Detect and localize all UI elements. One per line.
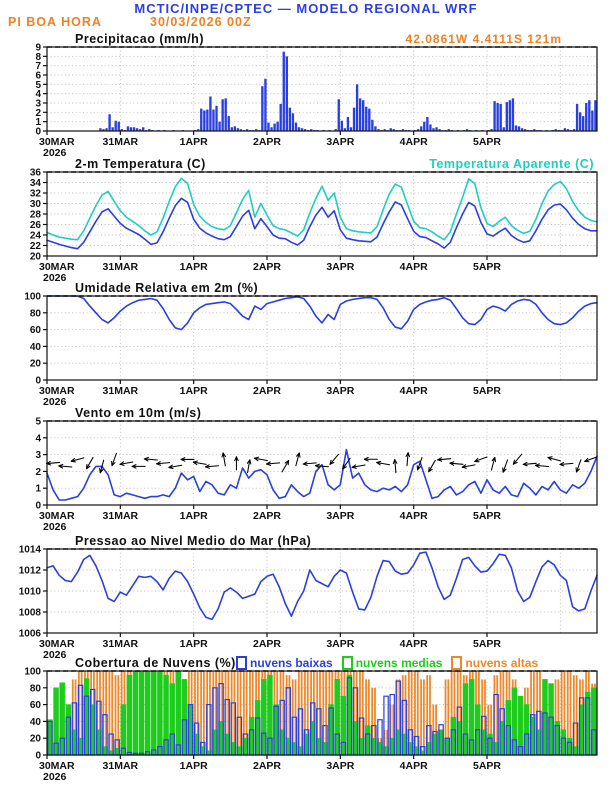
svg-text:2APR: 2APR xyxy=(252,760,282,772)
svg-text:4APR: 4APR xyxy=(399,638,428,650)
svg-text:30MAR: 30MAR xyxy=(39,385,75,397)
svg-text:4APR: 4APR xyxy=(399,760,428,772)
svg-text:30MAR: 30MAR xyxy=(39,760,75,772)
svg-text:4APR: 4APR xyxy=(399,136,428,148)
svg-text:5APR: 5APR xyxy=(472,510,502,522)
svg-text:1APR: 1APR xyxy=(179,760,208,772)
run-datetime: 30/03/2026 00Z xyxy=(150,15,252,29)
svg-text:0: 0 xyxy=(35,126,41,138)
svg-text:30: 30 xyxy=(29,199,41,210)
svg-text:30MAR: 30MAR xyxy=(39,638,75,650)
svg-text:31MAR: 31MAR xyxy=(102,385,139,397)
svg-text:5APR: 5APR xyxy=(472,136,502,148)
svg-text:80: 80 xyxy=(29,308,41,320)
svg-text:31MAR: 31MAR xyxy=(102,638,139,650)
panel-title-temperatura: 2-m Temperatura (C) xyxy=(72,157,209,171)
svg-text:30MAR: 30MAR xyxy=(39,136,75,148)
svg-text:2: 2 xyxy=(35,107,41,119)
svg-text:5APR: 5APR xyxy=(472,760,502,772)
svg-text:8: 8 xyxy=(35,51,41,63)
svg-text:30MAR: 30MAR xyxy=(39,510,75,522)
svg-text:0: 0 xyxy=(35,750,41,762)
svg-text:1: 1 xyxy=(35,483,41,495)
svg-text:28: 28 xyxy=(29,209,41,221)
svg-text:32: 32 xyxy=(29,188,41,200)
svg-text:3APR: 3APR xyxy=(326,136,355,148)
svg-text:31MAR: 31MAR xyxy=(102,261,139,273)
svg-text:1APR: 1APR xyxy=(179,510,208,522)
svg-text:0: 0 xyxy=(35,375,41,387)
svg-text:6: 6 xyxy=(35,70,41,82)
svg-text:2APR: 2APR xyxy=(252,136,282,148)
svg-text:31MAR: 31MAR xyxy=(102,760,139,772)
station-name: PI BOA HORA xyxy=(8,15,102,29)
svg-text:1008: 1008 xyxy=(18,607,41,619)
svg-text:60: 60 xyxy=(29,325,41,337)
svg-text:1006: 1006 xyxy=(18,628,41,640)
panel-title-pressao: Pressao ao Nivel Medio do Mar (hPa) xyxy=(72,534,314,548)
svg-text:100: 100 xyxy=(24,666,41,678)
svg-text:40: 40 xyxy=(29,716,41,728)
panel-title-vento: Vento em 10m (m/s) xyxy=(72,406,204,420)
svg-text:100: 100 xyxy=(24,291,41,303)
svg-text:31MAR: 31MAR xyxy=(102,136,139,148)
svg-text:60: 60 xyxy=(29,700,41,712)
svg-text:2APR: 2APR xyxy=(252,638,282,650)
main-title: MCTIC/INPE/CPTEC — MODELO REGIONAL WRF xyxy=(134,1,478,16)
svg-text:24: 24 xyxy=(29,230,41,242)
svg-text:1010: 1010 xyxy=(18,586,41,598)
svg-text:2APR: 2APR xyxy=(252,510,282,522)
svg-text:1: 1 xyxy=(35,117,41,129)
svg-text:20: 20 xyxy=(29,733,41,745)
svg-text:5: 5 xyxy=(35,79,41,91)
svg-text:40: 40 xyxy=(29,341,41,353)
svg-text:4: 4 xyxy=(35,89,41,101)
svg-text:1APR: 1APR xyxy=(179,261,208,273)
svg-text:7: 7 xyxy=(35,61,41,73)
svg-text:26: 26 xyxy=(29,220,41,231)
label-temperatura-aparente: Temperatura Aparente (C) xyxy=(429,157,594,171)
svg-text:3APR: 3APR xyxy=(326,638,355,650)
svg-text:80: 80 xyxy=(29,683,41,695)
svg-text:5APR: 5APR xyxy=(472,638,502,650)
svg-text:4APR: 4APR xyxy=(399,261,428,273)
svg-text:3APR: 3APR xyxy=(326,760,355,772)
panel-vento xyxy=(35,417,597,534)
legend-label: nuvens altas xyxy=(465,656,539,670)
svg-text:1APR: 1APR xyxy=(179,136,208,148)
svg-text:2026: 2026 xyxy=(43,521,67,533)
location-label: 42.0861W 4.4111S 121m xyxy=(405,32,562,46)
svg-text:31MAR: 31MAR xyxy=(102,510,139,522)
panel-precipitacao xyxy=(35,43,597,160)
svg-text:20: 20 xyxy=(29,358,41,370)
svg-text:2APR: 2APR xyxy=(252,385,282,397)
svg-text:30MAR: 30MAR xyxy=(39,261,75,273)
svg-text:2APR: 2APR xyxy=(252,261,282,273)
legend-label: nuvens baixas xyxy=(250,656,333,670)
panel-umidade xyxy=(24,292,597,409)
svg-text:3APR: 3APR xyxy=(326,510,355,522)
svg-text:2026: 2026 xyxy=(43,649,67,661)
svg-text:2: 2 xyxy=(35,466,41,478)
svg-text:5APR: 5APR xyxy=(472,385,502,397)
panel-title-nuvens: Cobertura de Nuvens (%) xyxy=(72,656,239,670)
panel-nuvens xyxy=(24,667,597,784)
panel-title-umidade: Umidade Relativa em 2m (%) xyxy=(72,281,261,295)
svg-text:3: 3 xyxy=(35,98,41,110)
svg-text:5: 5 xyxy=(35,416,41,428)
svg-text:9: 9 xyxy=(35,42,41,54)
svg-text:3APR: 3APR xyxy=(326,261,355,273)
svg-text:3: 3 xyxy=(35,450,41,462)
legend-label: nuvens medias xyxy=(355,656,443,670)
svg-text:36: 36 xyxy=(29,167,41,179)
svg-text:5APR: 5APR xyxy=(472,261,502,273)
svg-text:4: 4 xyxy=(35,433,41,445)
svg-text:2026: 2026 xyxy=(43,272,67,284)
panel-temperatura xyxy=(30,168,597,285)
svg-text:0: 0 xyxy=(35,500,41,512)
svg-text:1APR: 1APR xyxy=(179,385,208,397)
svg-text:2026: 2026 xyxy=(43,396,67,408)
svg-text:3APR: 3APR xyxy=(326,385,355,397)
svg-text:34: 34 xyxy=(29,178,41,189)
svg-text:2026: 2026 xyxy=(43,771,67,783)
panel-title-precipitacao: Precipitacao (mm/h) xyxy=(72,32,207,46)
panel-pressao xyxy=(19,545,597,662)
svg-text:4APR: 4APR xyxy=(399,385,428,397)
svg-text:22: 22 xyxy=(29,241,41,252)
svg-text:4APR: 4APR xyxy=(399,510,428,522)
svg-text:1012: 1012 xyxy=(18,565,41,577)
svg-text:2026: 2026 xyxy=(43,147,67,159)
svg-text:20: 20 xyxy=(29,251,41,263)
svg-text:1APR: 1APR xyxy=(179,638,208,650)
svg-text:1014: 1014 xyxy=(18,544,41,556)
